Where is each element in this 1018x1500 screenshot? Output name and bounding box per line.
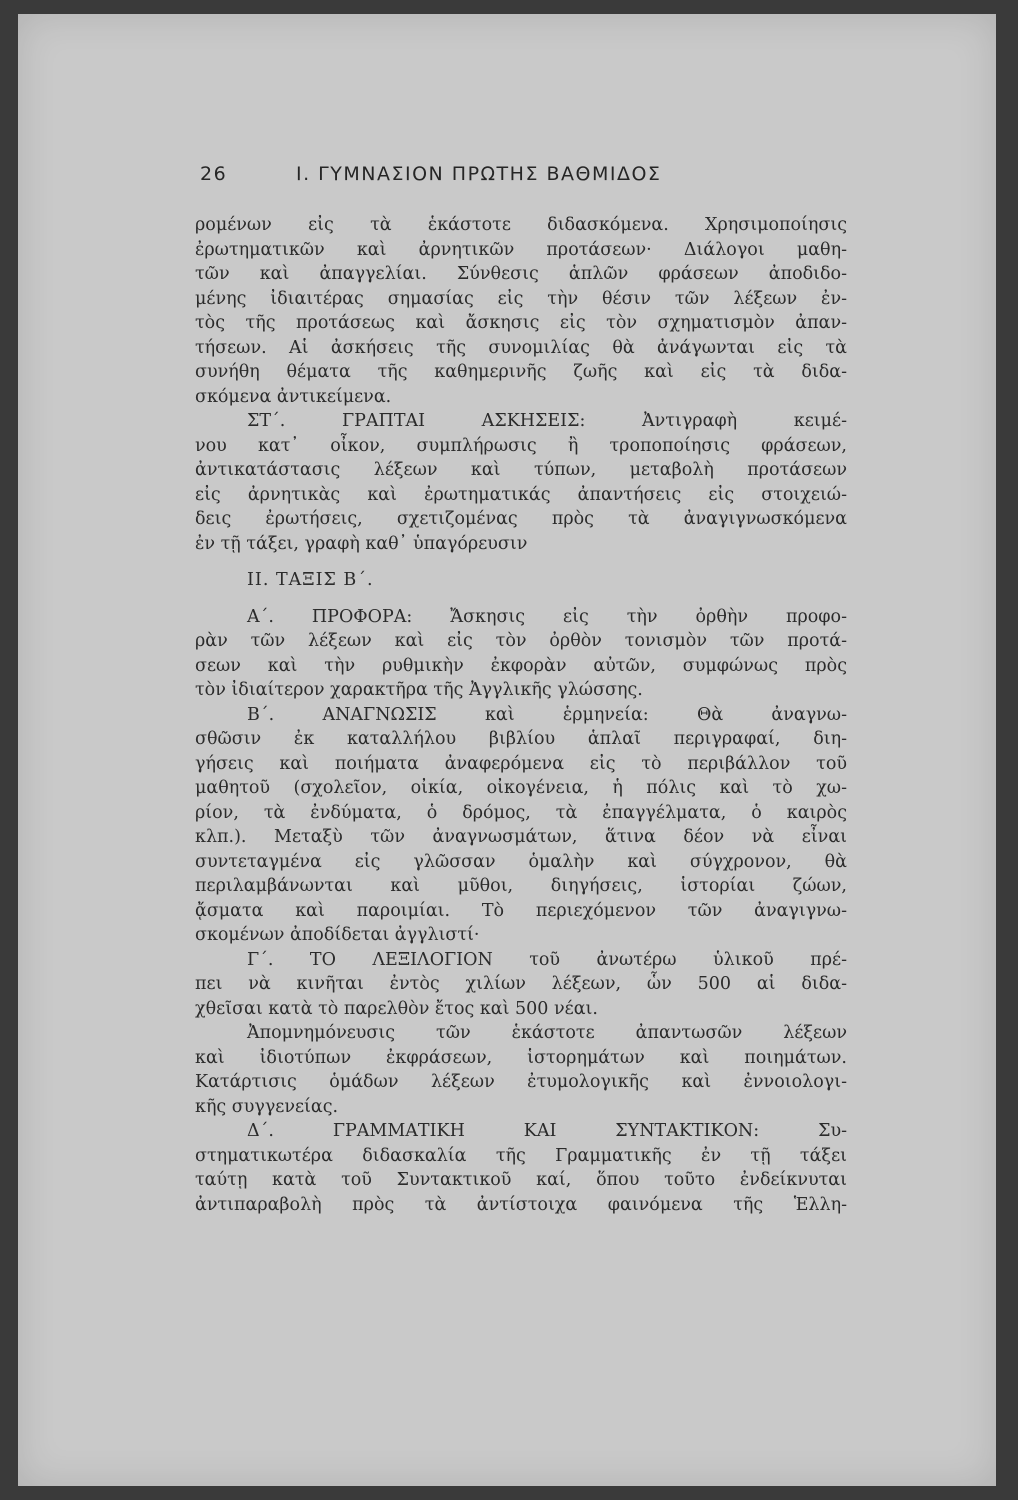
text-line: μαθητοῦ (σχολεῖον, οἰκία, οἰκογένεια, ἡ πόλις καὶ τὸ χω- [195, 778, 847, 798]
text-line: γήσεις καὶ ποιήματα ἀναφερόμενα εἰς τὸ περιβάλλον τοῦ [195, 753, 847, 774]
text-line: συνήθη θέματα τῆς καθημερινῆς ζωῆς καὶ εἰς τὰ διδα- [195, 362, 847, 382]
page-header [200, 163, 840, 185]
text-line: τὸν ἰδιαίτερον χαρακτῆρα τῆς Ἀγγλικῆς γλώσσης. [195, 680, 643, 700]
page-number: 26 [200, 163, 228, 185]
text-line: ρομένων εἰς τὰ ἑκάστοτε διδασκόμενα. Χρησιμοποίησις [195, 215, 847, 235]
text-line: τῶν καὶ ἀπαγγελίαι. Σύνθεσις ἁπλῶν φράσεων ἀποδιδο- [195, 264, 847, 284]
text-line: ἐν τῇ τάξει, γραφὴ καθ᾽ ὑπαγόρευσιν [195, 533, 528, 554]
text-line: στηματικωτέρα διδασκαλία τῆς Γραμματικῆς ἐν τῇ τάξει [195, 1145, 847, 1166]
text-line: σκομένων ἀποδίδεται ἀγγλιστί· [195, 925, 480, 945]
text-line: περιλαμβάνωνται καὶ μῦθοι, διηγήσεις, ἱστορίαι ζώων, [195, 876, 847, 896]
text-line: ταύτῃ κατὰ τοῦ Συντακτικοῦ καί, ὅπου τοῦτο ἐνδείκνυται [195, 1170, 847, 1190]
text-line: συντεταγμένα εἰς γλῶσσαν ὁμαλὴν καὶ σύγχρονον, θὰ [195, 851, 847, 872]
text-line: πει νὰ κινῆται ἐντὸς χιλίων λέξεων, ὧν 500 αἱ διδα- [195, 974, 847, 994]
section-heading-line: ΣΤ΄. ΓΡΑΠΤΑΙ ΑΣΚΗΣΕΙΣ: Ἀντιγραφὴ κειμέ- [247, 411, 847, 431]
section-heading-line: Γ΄. ΤΟ ΛΕΞΙΛΟΓΙΟΝ τοῦ ἀνωτέρω ὑλικοῦ πρέ- [247, 949, 847, 970]
text-line: Κατάρτισις ὁμάδων λέξεων ἐτυμολογικῆς καὶ ἐννοιολογι- [195, 1072, 847, 1092]
text-line: κλπ.). Μεταξὺ τῶν ἀναγνωσμάτων, ἅτινα δέον νὰ εἶναι [195, 827, 847, 847]
page-body [195, 213, 847, 1217]
section-heading-line: Β΄. ΑΝΑΓΝΩΣΙΣ καὶ ἑρμηνεία: Θὰ ἀναγνω- [247, 704, 847, 725]
text-line: ᾄσματα καὶ παροιμίαι. Τὸ περιεχόμενον τῶν ἀναγιγνω- [195, 900, 847, 921]
text-line: σθῶσιν ἐκ καταλλήλου βιβλίου ἁπλαῖ περιγραφαί, διη- [195, 729, 847, 749]
text-line: δεις ἐρωτήσεις, σχετιζομένας πρὸς τὰ ἀναγιγνωσκόμενα [195, 509, 847, 529]
text-line: μένης ἰδιαιτέρας σημασίας εἰς τὴν θέσιν τῶν λέξεων ἐν- [195, 288, 847, 309]
text-line: νου κατ᾽ οἶκον, συμπλήρωσις ἢ τροποποίησις φράσεων, [195, 435, 847, 456]
running-title: Ι. ΓΥΜΝΑΣΙΟΝ ΠΡΩΤΗΣ ΒΑΘΜΙΔΟΣ [296, 163, 662, 185]
text-line: ρὰν τῶν λέξεων καὶ εἰς τὸν ὀρθὸν τονισμὸν τῶν προτά- [195, 631, 847, 651]
text-line: καὶ ἰδιοτύπων ἐκφράσεων, ἱστορημάτων καὶ ποιημάτων. [195, 1047, 847, 1068]
text-line: ἐρωτηματικῶν καὶ ἀρνητικῶν προτάσεων· Διάλογοι μαθη- [195, 239, 847, 260]
section-heading-line: Δ΄. ΓΡΑΜΜΑΤΙΚΗ ΚΑΙ ΣΥΝΤΑΚΤΙΚΟΝ: Συ- [247, 1121, 847, 1141]
text-line: ρίον, τὰ ἐνδύματα, ὁ δρόμος, τὰ ἐπαγγέλματα, ὁ καιρὸς [195, 802, 847, 823]
text-line: Ἀπομνημόνευσις τῶν ἑκάστοτε ἀπαντωσῶν λέξεων [247, 1023, 847, 1043]
text-line: ἀντιπαραβολὴ πρὸς τὰ ἀντίστοιχα φαινόμενα τῆς Ἑλλη- [195, 1194, 847, 1215]
text-line: ἀντικατάστασις λέξεων καὶ τύπων, μεταβολὴ προτάσεων [195, 460, 847, 480]
class-heading: ΙΙ. ΤΑΞΙΣ Β΄. [247, 570, 374, 590]
text-line: εἰς ἀρνητικὰς καὶ ἐρωτηματικάς ἀπαντήσεις εἰς στοιχειώ- [195, 484, 847, 505]
text-line: χθεῖσαι κατὰ τὸ παρελθὸν ἔτος καὶ 500 νέαι. [195, 998, 598, 1019]
text-line: τήσεων. Αἱ ἀσκήσεις τῆς συνομιλίας θὰ ἀνάγωνται εἰς τὰ [195, 337, 847, 358]
text-line: σεων καὶ τὴν ρυθμικὴν ἐκφορὰν αὐτῶν, συμφώνως πρὸς [195, 655, 847, 676]
section-heading-line: Α΄. ΠΡΟΦΟΡΑ: Ἄσκησις εἰς τὴν ὀρθὴν προφο- [247, 606, 847, 627]
text-line: σκόμενα ἀντικείμενα. [195, 386, 392, 407]
text-line: κῆς συγγενείας. [195, 1096, 339, 1117]
text-line: τὸς τῆς προτάσεως καὶ ἄσκησις εἰς τὸν σχηματισμὸν ἀπαν- [195, 313, 847, 333]
